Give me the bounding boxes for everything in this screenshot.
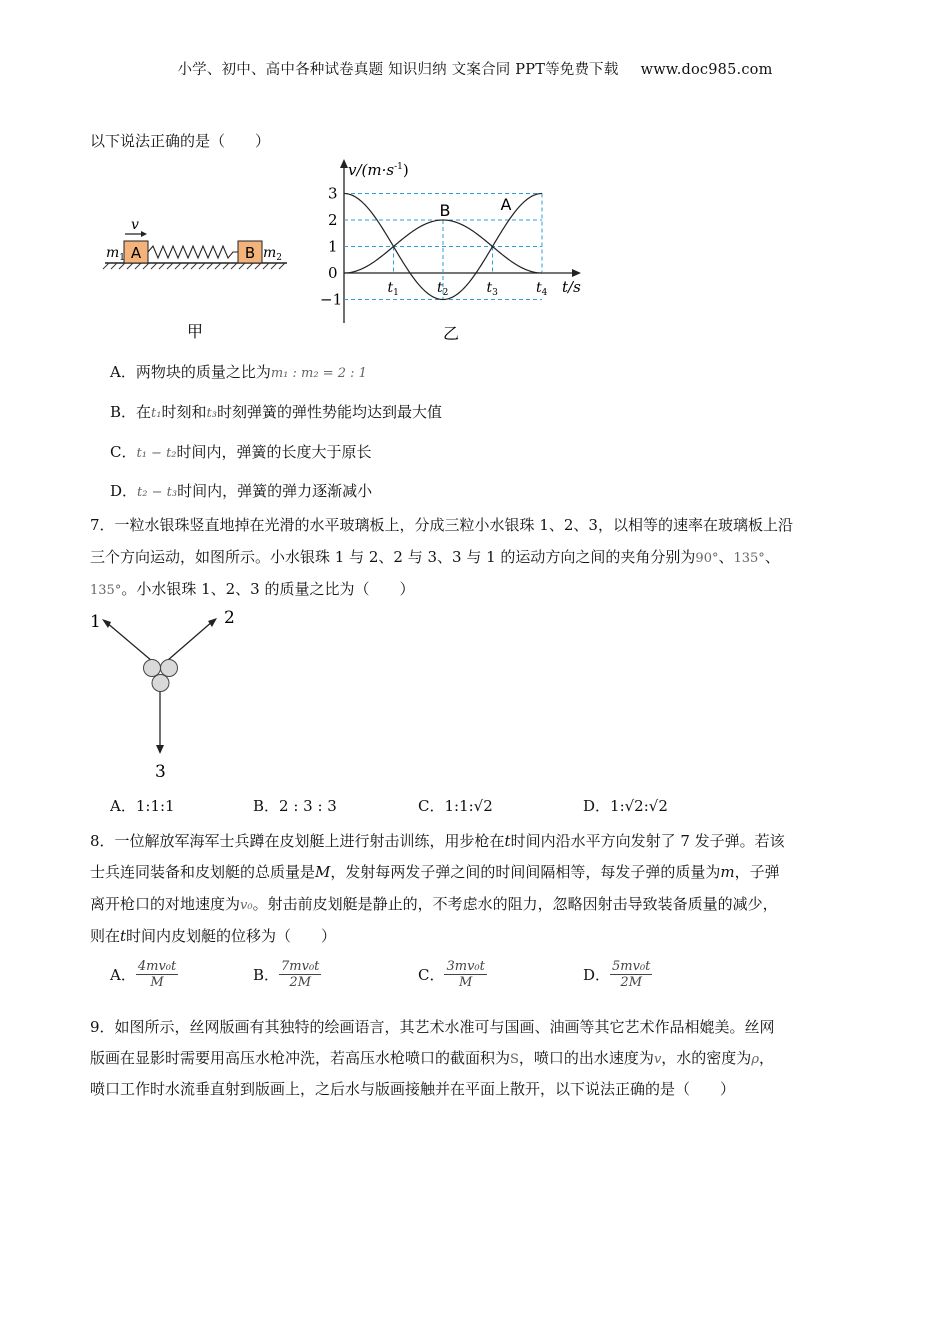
y-tick-label: 0 (328, 264, 338, 282)
y-tick-label: 3 (328, 184, 338, 203)
x-axis-arrow (572, 269, 581, 277)
option-math-t3: t₃ (206, 406, 217, 421)
curve-label-a: A (500, 195, 512, 214)
q7-line-1: 7．一粒水银珠竖直地掉在光滑的水平玻璃板上，分成三粒小水银珠 1、2、3，以相等的速率在玻璃板上沿 (90, 516, 793, 534)
x-tick-label: $t_2$ (437, 280, 449, 298)
q6-stem: 以下说法正确的是（ ） (90, 132, 271, 150)
q8-line-3: 离开枪口的对地速度为v₀。射击前皮划艇是静止的，不考虑水的阻力，忽略因射击导致装备质量的减少， (90, 895, 778, 913)
q7-option-b[interactable]: B．2 : 3 : 3 (253, 797, 337, 815)
q8-option-a[interactable]: A． $\frac{\text{4mv₀t}}{M}$ (110, 959, 177, 990)
option-math: m₁ : m₂ = 2 : 1 (270, 366, 367, 381)
m2-label: $m_2$ (263, 245, 283, 263)
block-a-label: A (130, 244, 142, 262)
q6-option-a[interactable] (110, 361, 367, 382)
arrow-3-head (156, 745, 164, 754)
option-math: t₂ − t₃ (137, 485, 178, 500)
q6-option-c[interactable] (110, 441, 372, 462)
v-label: v (131, 217, 139, 233)
header-text: 小学、初中、高中各种试卷真题 知识归纳 文案合同 PPT等免费下载 (177, 62, 619, 78)
x-axis-label: t/s (562, 278, 581, 296)
q9-line-2: 版画在显影时需要用高压水枪冲洗，若高压水枪喷口的截面积为S，喷口的出水速度为v，水的密度为ρ， (90, 1049, 774, 1067)
option-letter: C． (110, 443, 137, 461)
option-text: 时间内，弹簧的弹力逐渐减小 (177, 482, 373, 500)
q8-line-4: 则在t时间内皮划艇的位移为（ ） (90, 927, 337, 945)
label-2: 2 (224, 608, 235, 628)
page-header (0, 58, 950, 79)
drop-ball-3 (152, 675, 169, 692)
q9-line-3: 喷口工作时水流垂直射到版画上，之后水与版画接触并在平面上散开，以下说法正确的是（ ） (90, 1080, 736, 1098)
option-text: 时间内，弹簧的长度大于原长 (176, 443, 372, 461)
option-letter: A． (110, 363, 136, 381)
y-axis-label: $v/(m\cdot s^{-1})$ (348, 161, 409, 179)
q6-option-b[interactable] (110, 401, 442, 422)
option-text: 两物块的质量之比为 (135, 363, 271, 381)
m1-label: $m_1$ (106, 245, 126, 263)
drop-ball-1 (144, 660, 161, 677)
jia-ground-hatch (103, 263, 285, 269)
option-letter: D． (110, 482, 138, 500)
q7-line-3: 135°。小水银珠 1、2、3 的质量之比为（ ） (90, 580, 415, 598)
q7-option-d[interactable]: D．1:√2:√2 (583, 797, 668, 815)
option-math: t₁ − t₂ (136, 446, 177, 461)
v-arrowhead (141, 231, 147, 237)
y-tick-label: 1 (328, 237, 338, 256)
option-math-t1: t₁ (151, 406, 162, 421)
option-pre: 在 (136, 403, 152, 421)
option-post: 时刻弹簧的弹性势能均达到最大值 (216, 403, 442, 421)
arrow-1 (106, 622, 152, 661)
header-site: www.doc985.com (640, 62, 773, 78)
q8-option-d[interactable]: D． $\frac{\text{5mv₀t}}{2M}$ (583, 959, 651, 990)
spring (148, 246, 238, 258)
arrow-2 (168, 621, 213, 660)
curve-label-b: B (439, 201, 451, 220)
x-tick-label: $t_3$ (486, 280, 498, 298)
q8-option-b[interactable]: B． $\frac{\text{7mv₀t}}{2M}$ (253, 959, 320, 990)
figure-mercury-drops (80, 605, 250, 785)
q8-line-1: 8．一位解放军海军士兵蹲在皮划艇上进行射击训练，用步枪在t时间内沿水平方向发射了 7 发子弹。若该 (90, 832, 785, 850)
q7-option-a[interactable]: A．1:1:1 (110, 797, 175, 815)
block-b-label: B (244, 244, 256, 262)
fig-jia-caption: 甲 (186, 322, 204, 341)
q8-line-2: 士兵连同装备和皮划艇的总质量是M，发射每两发子弹之间的时间间隔相等，每发子弹的质量为m，子弹 (90, 863, 780, 881)
fig-yi-caption: 乙 (442, 324, 460, 343)
q6-option-d[interactable] (110, 480, 372, 501)
y-axis-arrow (340, 159, 348, 168)
arrow-2-head (208, 618, 217, 627)
label-3: 3 (155, 762, 166, 782)
q9-line-1: 9．如图所示，丝网版画有其独特的绘画语言，其艺术水准可与国画、油画等其它艺术作品相媲美。丝网 (90, 1018, 775, 1036)
q7-line-2: 三个方向运动，如图所示。小水银珠 1 与 2、2 与 3、3 与 1 的运动方向之间的夹角分别为90°、135°、 (90, 548, 780, 566)
figure-yi-chart (310, 155, 600, 345)
y-tick-label: 2 (328, 211, 338, 229)
drop-ball-2 (161, 660, 178, 677)
q8-option-c[interactable]: C． $\frac{\text{3mv₀t}}{M}$ (418, 959, 485, 990)
figure-jia (95, 205, 295, 355)
x-tick-label: $t_1$ (387, 280, 399, 298)
option-mid: 时刻和 (161, 403, 207, 421)
arrow-1-head (102, 619, 111, 628)
x-tick-label: $t_4$ (536, 280, 548, 298)
q7-option-c[interactable]: C．1:1:√2 (418, 797, 493, 815)
y-tick-label: −1 (320, 290, 343, 309)
option-letter: B． (110, 403, 137, 421)
label-1: 1 (90, 612, 101, 632)
